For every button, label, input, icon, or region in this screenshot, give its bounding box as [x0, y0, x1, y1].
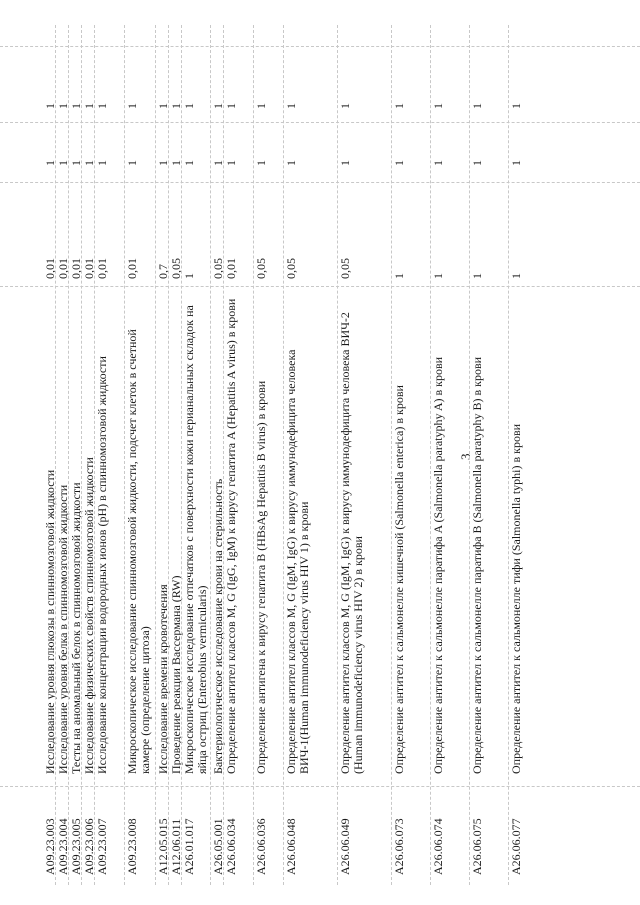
multiplicity-value: 1 [254, 160, 268, 166]
service-code: A09.23.003 [43, 818, 57, 875]
multiplicity-value: 1 [169, 160, 183, 166]
column-divider [0, 182, 640, 183]
frequency-value: 1 [470, 273, 484, 279]
frequency-value: 0,01 [125, 258, 139, 279]
multiplicity-value: 1 [95, 160, 109, 166]
multiplicity-value: 1 [43, 160, 57, 166]
row-divider [124, 25, 125, 885]
column-divider [0, 286, 640, 287]
frequency-value: 1 [509, 273, 523, 279]
row-divider [391, 25, 392, 885]
row-divider [283, 25, 284, 885]
multiplicity-value: 1 [125, 160, 139, 166]
frequency-value: 0,05 [338, 258, 352, 279]
service-code: A26.06.074 [431, 818, 445, 875]
multiplicity-value: 1 [284, 160, 298, 166]
multiplicity-value: 1 [224, 160, 238, 166]
count-value: 1 [56, 103, 70, 109]
row-divider [223, 25, 224, 885]
count-value: 1 [470, 103, 484, 109]
frequency-value: 0,05 [211, 258, 225, 279]
service-code: A09.23.005 [69, 818, 83, 875]
frequency-value: 0,05 [254, 258, 268, 279]
service-code: A26.06.075 [470, 818, 484, 875]
service-description: Исследование уровня белка в спинномозговой жидкости [56, 484, 70, 774]
multiplicity-value: 1 [338, 160, 352, 166]
column-divider [0, 46, 640, 47]
count-value: 1 [509, 103, 523, 109]
service-code: A26.06.073 [392, 818, 406, 875]
count-value: 1 [125, 103, 139, 109]
frequency-value: 0,7 [156, 264, 170, 279]
count-value: 1 [338, 103, 352, 109]
service-code: A26.06.077 [509, 818, 523, 875]
multiplicity-value: 1 [69, 160, 83, 166]
service-description: Определение антител к сальмонелле паратифа B (Salmonella paratyphy B) в крови [470, 356, 484, 774]
row-divider [81, 25, 82, 885]
row-divider [430, 25, 431, 885]
frequency-value: 0,01 [43, 258, 57, 279]
row-divider [337, 25, 338, 885]
service-code: A09.23.008 [125, 818, 139, 875]
service-description: Исследование физических свойств спинномозговой жидкости [82, 457, 96, 774]
service-description: Микроскопическое исследование отпечатков с поверхности кожи перианальных складок на яйца остриц (Enterobius vermicularis) [182, 305, 209, 774]
frequency-value: 1 [182, 273, 196, 279]
row-divider [68, 25, 69, 885]
row-divider [508, 25, 509, 885]
service-description: Определение антител к сальмонелле тифи (Salmonella typhi) в крови [509, 423, 523, 774]
count-value: 1 [254, 103, 268, 109]
service-code: A09.23.004 [56, 818, 70, 875]
service-description: Микроскопическое исследование спинномозговой жидкости, подсчет клеток в счетной камере (определение цитоза) [125, 329, 152, 774]
count-value: 1 [284, 103, 298, 109]
multiplicity-value: 1 [470, 160, 484, 166]
service-code: A26.01.017 [182, 818, 196, 875]
service-description: Определение антигена к вирусу гепатита B (HBsAg Hepatitis B virus) в крови [254, 380, 268, 774]
frequency-value: 0,01 [224, 258, 238, 279]
service-description: Бактериологическое исследование крови на стерильность [211, 478, 225, 774]
frequency-value: 0,01 [56, 258, 70, 279]
service-code: A26.06.048 [284, 818, 298, 875]
row-divider [210, 25, 211, 885]
row-divider [55, 25, 56, 885]
service-description: Определение антител классов M, G (IgM, IgG) к вирусу иммунодефицита человека ВИЧ-2 (Human immunodeficiency virus HIV 2) в крови [338, 312, 365, 774]
service-code: A12.05.015 [156, 818, 170, 875]
column-divider [0, 786, 640, 787]
frequency-value: 0,05 [284, 258, 298, 279]
count-value: 1 [211, 103, 225, 109]
service-description: Исследование времени кровотечения [156, 584, 170, 774]
service-description: Определение антител классов M, G (IgM, IgG) к вирусу иммунодефицита человека ВИЧ-1(Human immunodeficiency virus HIV 1) в крови [284, 349, 311, 774]
multiplicity-value: 1 [211, 160, 225, 166]
service-description: Исследование концентрации водородных ионов (pH) в спинномозговой жидкости [95, 356, 109, 774]
count-value: 1 [224, 103, 238, 109]
row-divider [181, 25, 182, 885]
row-divider [155, 25, 156, 885]
count-value: 1 [156, 103, 170, 109]
service-code: A26.06.036 [254, 818, 268, 875]
frequency-value: 1 [431, 273, 445, 279]
multiplicity-value: 1 [182, 160, 196, 166]
frequency-value: 0,05 [169, 258, 183, 279]
service-code: A26.05.001 [211, 818, 225, 875]
service-code: A12.06.011 [169, 818, 183, 875]
count-value: 1 [82, 103, 96, 109]
row-divider [469, 25, 470, 885]
frequency-value: 0,01 [69, 258, 83, 279]
service-code: A26.06.034 [224, 818, 238, 875]
service-description: Определение антител к сальмонелле кишечной (Salmonella enterica) в крови [392, 385, 406, 774]
service-description: Тесты на аномальный белок в спинномозговой жидкости [69, 482, 83, 774]
service-code: A09.23.006 [82, 818, 96, 875]
frequency-value: 0,01 [95, 258, 109, 279]
row-divider [168, 25, 169, 885]
count-value: 1 [182, 103, 196, 109]
count-value: 1 [95, 103, 109, 109]
count-value: 1 [431, 103, 445, 109]
count-value: 1 [69, 103, 83, 109]
multiplicity-value: 1 [392, 160, 406, 166]
service-description: Проведение реакции Вассермана (RW) [169, 575, 183, 774]
service-description: Определение антител классов M, G (IgG, IgM) к вирусу гепатита A (Hepatitis A virus) в крови [224, 298, 238, 774]
column-divider [0, 122, 640, 123]
multiplicity-value: 1 [82, 160, 96, 166]
page-number: 3 [458, 453, 473, 460]
row-divider [253, 25, 254, 885]
multiplicity-value: 1 [431, 160, 445, 166]
multiplicity-value: 1 [509, 160, 523, 166]
multiplicity-value: 1 [156, 160, 170, 166]
frequency-value: 1 [392, 273, 406, 279]
count-value: 1 [392, 103, 406, 109]
service-description: Исследование уровня глюкозы в спинномозговой жидкости [43, 469, 57, 774]
service-code: A09.23.007 [95, 818, 109, 875]
count-value: 1 [43, 103, 57, 109]
frequency-value: 0,01 [82, 258, 96, 279]
row-divider [94, 25, 95, 885]
service-code: A26.06.049 [338, 818, 352, 875]
count-value: 1 [169, 103, 183, 109]
multiplicity-value: 1 [56, 160, 70, 166]
service-description: Определение антител к сальмонелле паратифа A (Salmonella paratyphy A) в крови [431, 356, 445, 774]
